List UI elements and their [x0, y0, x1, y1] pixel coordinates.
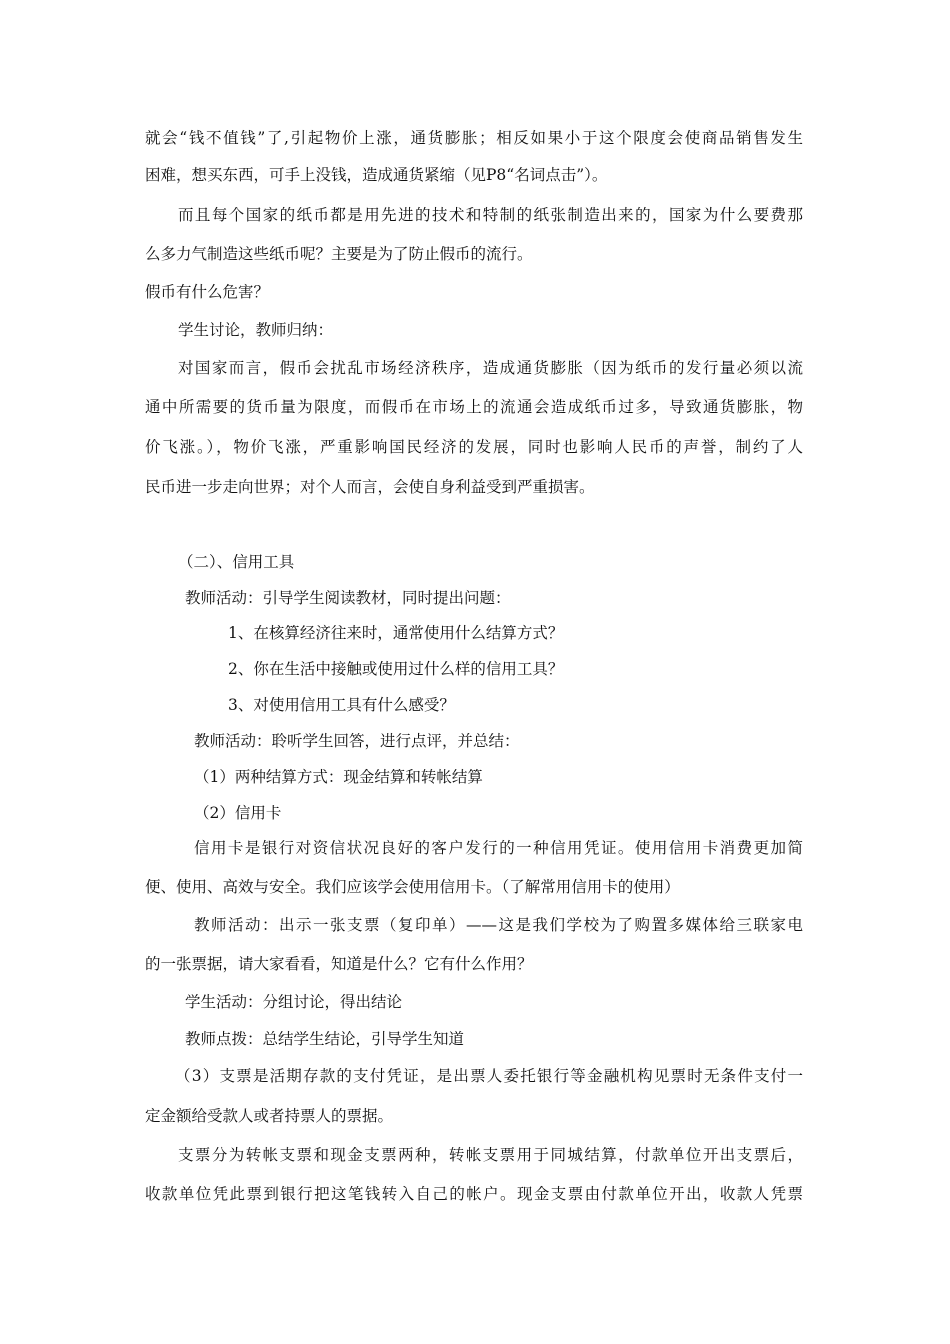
text-line: 困难，想买东西，可手上没钱，造成通货紧缩（见P8“名词点击”）。: [145, 166, 608, 184]
text-line: 学生活动：分组讨论，得出结论: [185, 993, 403, 1011]
text-line: 就会“钱不值钱”了,引起物价上涨，通货膨胀；相反如果小于这个限度会使商品销售发生: [145, 129, 803, 147]
text-line: （1）两种结算方式：现金结算和转帐结算: [194, 768, 483, 786]
text-line: （2）信用卡: [194, 804, 282, 822]
text-line: 的一张票据，请大家看看，知道是什么？它有什么作用？: [145, 955, 533, 973]
text-line: 民币进一步走向世界；对个人而言，会使自身利益受到严重损害。: [145, 478, 595, 496]
text-line: 便、使用、高效与安全。我们应该学会使用信用卡。（了解常用信用卡的使用）: [145, 878, 680, 896]
text-line: 教师活动：引导学生阅读教材，同时提出问题：: [185, 589, 511, 607]
text-line: （3）支票是活期存款的支付凭证，是出票人委托银行等金融机构见票时无条件支付一: [175, 1067, 803, 1085]
text-line: 定金额给受款人或者持票人的票据。: [145, 1107, 394, 1125]
text-line: 信用卡是银行对资信状况良好的客户发行的一种信用凭证。使用信用卡消费更加简: [194, 839, 803, 857]
list-item: 3、对使用信用工具有什么感受？: [228, 696, 455, 714]
text-line: 支票分为转帐支票和现金支票两种，转帐支票用于同城结算，付款单位开出支票后，: [178, 1146, 803, 1164]
text-line: 么多力气制造这些纸币呢？主要是为了防止假币的流行。: [145, 245, 533, 263]
text-line: 教师点拨：总结学生结论，引导学生知道: [185, 1030, 465, 1048]
text-line: 通中所需要的货币量为限度，而假币在市场上的流通会造成纸币过多，导致通货膨胀，物: [145, 398, 803, 416]
text-line: 对国家而言，假币会扰乱市场经济秩序，造成通货膨胀（因为纸币的发行量必须以流: [178, 359, 803, 377]
list-item: 1、在核算经济往来时，通常使用什么结算方式？: [228, 624, 564, 642]
text-line: 教师活动：聆听学生回答，进行点评，并总结：: [194, 732, 520, 750]
text-line: 收款单位凭此票到银行把这笔钱转入自己的帐户。现金支票由付款单位开出，收款人凭票: [145, 1185, 803, 1203]
text-line: 而且每个国家的纸币都是用先进的技术和特制的纸张制造出来的，国家为什么要费那: [178, 206, 803, 224]
text-line: 价飞涨。），物价飞涨，严重影响国民经济的发展，同时也影响人民币的声誉，制约了人: [145, 438, 803, 456]
text-line: 学生讨论，教师归纳：: [178, 321, 334, 339]
list-item: 2、你在生活中接触或使用过什么样的信用工具？: [228, 660, 564, 678]
text-line: 教师活动：出示一张支票（复印单）——这是我们学校为了购置多媒体给三联家电: [194, 916, 803, 934]
text-line: 假币有什么危害？: [145, 283, 270, 301]
section-heading: （二）、信用工具: [178, 553, 295, 571]
